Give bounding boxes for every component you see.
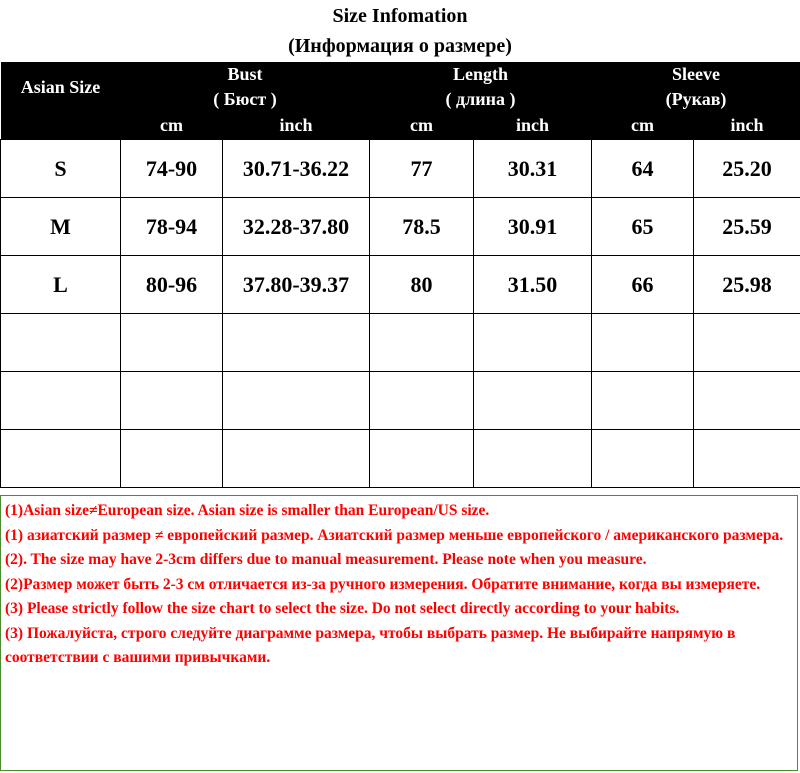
table-cell: [592, 430, 694, 488]
table-cell: [694, 314, 800, 372]
table-cell: S: [1, 140, 121, 198]
table-cell: [1, 314, 121, 372]
table-cell: L: [1, 256, 121, 314]
header-unit: cm: [370, 112, 474, 140]
table-cell: 78.5: [370, 198, 474, 256]
header-unit-blank: [1, 112, 121, 140]
table-cell: 25.20: [694, 140, 800, 198]
header-length-ru: ( длина ): [370, 87, 592, 112]
table-cell: [223, 314, 370, 372]
table-cell: 30.31: [474, 140, 592, 198]
table-cell: [121, 314, 223, 372]
table-row: [1, 140, 800, 198]
table-cell: 65: [592, 198, 694, 256]
header-unit: inch: [694, 112, 800, 140]
table-row: [1, 256, 800, 314]
table-cell: 30.91: [474, 198, 592, 256]
header-unit: cm: [121, 112, 223, 140]
size-notes: [0, 495, 798, 771]
header-bust: Bust: [121, 62, 370, 87]
note-line: (3) Please strictly follow the size chart to select the size. Do not select directly according to your habits.: [5, 600, 680, 617]
table-cell: [1, 430, 121, 488]
table-cell: 78-94: [121, 198, 223, 256]
table-cell: 80: [370, 256, 474, 314]
note-line: (3) Пожалуйста, строго следуйте диаграмме размера, чтобы выбрать размер. Не выбирайте напрямую в соответствии с вашими привычками.: [5, 624, 736, 666]
header-unit: inch: [474, 112, 592, 140]
table-row: [1, 430, 800, 488]
table-cell: 80-96: [121, 256, 223, 314]
table-cell: [474, 430, 592, 488]
table-cell: 25.59: [694, 198, 800, 256]
table-cell: [474, 314, 592, 372]
note-line: (2). The size may have 2-3cm differs due to manual measurement. Please note when you measure.: [5, 551, 647, 568]
table-cell: [694, 430, 800, 488]
table-cell: 74-90: [121, 140, 223, 198]
header-asian-size: Asian Size: [1, 62, 121, 112]
table-cell: M: [1, 198, 121, 256]
table-cell: [223, 430, 370, 488]
header-sleeve: Sleeve: [592, 62, 800, 87]
table-row: [1, 314, 800, 372]
table-cell: [474, 372, 592, 430]
table-cell: [1, 372, 121, 430]
table-cell: 25.98: [694, 256, 800, 314]
size-table-header: [1, 62, 800, 140]
table-row: [1, 372, 800, 430]
note-line: (1) азиатский размер ≠ европейский размер. Азиатский размер меньше европейского / американского размера.: [5, 526, 784, 544]
table-row: [1, 198, 800, 256]
table-cell: [121, 430, 223, 488]
table-cell: [592, 372, 694, 430]
header-sleeve-ru: (Рукав): [592, 87, 800, 112]
header-length: Length: [370, 62, 592, 87]
title-russian: (Информация о размере): [288, 35, 512, 57]
table-cell: [223, 372, 370, 430]
title-english: Size Infomation: [332, 5, 468, 27]
size-table: [0, 62, 800, 488]
table-cell: 31.50: [474, 256, 592, 314]
header-unit: cm: [592, 112, 694, 140]
size-table-body: [1, 140, 800, 488]
size-info-title: [0, 0, 800, 64]
table-cell: [370, 430, 474, 488]
table-cell: [694, 372, 800, 430]
table-cell: [592, 314, 694, 372]
table-cell: 64: [592, 140, 694, 198]
table-cell: 32.28-37.80: [223, 198, 370, 256]
table-cell: 37.80-39.37: [223, 256, 370, 314]
header-unit: inch: [223, 112, 370, 140]
table-cell: 77: [370, 140, 474, 198]
header-bust-ru: ( Бюст ): [121, 87, 370, 112]
table-cell: [370, 372, 474, 430]
note-line: (1)Asian size≠European size. Asian size is smaller than European/US size.: [5, 502, 490, 519]
table-cell: 30.71-36.22: [223, 140, 370, 198]
note-line: (2)Размер может быть 2-3 см отличается из-за ручного измерения. Обратите внимание, когда вы измеряете.: [5, 575, 761, 593]
table-cell: [370, 314, 474, 372]
table-cell: [121, 372, 223, 430]
table-cell: 66: [592, 256, 694, 314]
